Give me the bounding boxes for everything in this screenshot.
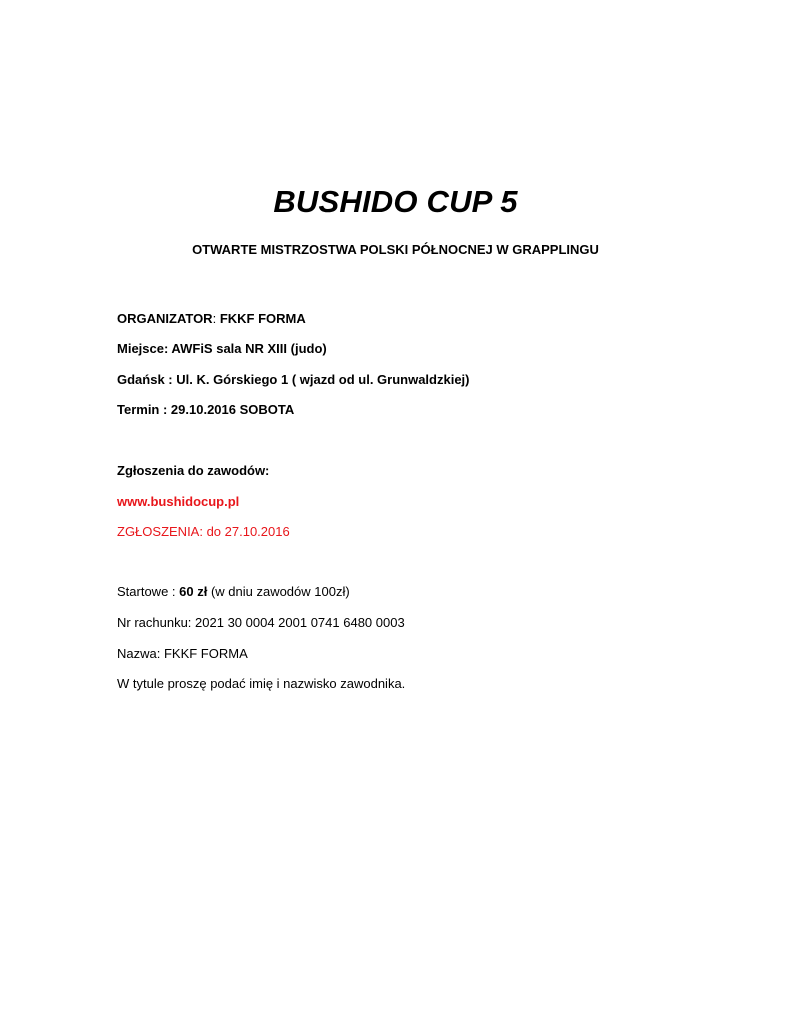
website-link[interactable]: www.bushidocup.pl xyxy=(117,494,240,509)
registration-deadline: ZGŁOSZENIA: do 27.10.2016 xyxy=(117,524,290,539)
address-line: Gdańsk : Ul. K. Górskiego 1 ( wjazd od ul. Grunwaldzkiej) xyxy=(117,372,470,387)
account-number-line: Nr rachunku: 2021 30 0004 2001 0741 6480 0003 xyxy=(117,615,405,630)
transfer-note-line: W tytule proszę podać imię i nazwisko zawodnika. xyxy=(117,676,406,691)
account-name-line: Nazwa: FKKF FORMA xyxy=(117,646,248,661)
venue-line: Miejsce: AWFiS sala NR XIII (judo) xyxy=(117,341,327,356)
fee-suffix: (w dniu zawodów 100zł) xyxy=(207,584,350,599)
document-title: BUSHIDO CUP 5 xyxy=(273,184,518,219)
fee-prefix: Startowe : xyxy=(117,584,180,599)
fee-line xyxy=(117,584,350,599)
document-subtitle: OTWARTE MISTRZOSTWA POLSKI PÓŁNOCNEJ W GRAPPLINGU xyxy=(192,242,599,257)
organizer-value: FKKF FORMA xyxy=(219,311,306,326)
organizer-line xyxy=(117,311,306,326)
organizer-separator: : xyxy=(212,311,220,326)
organizer-label: ORGANIZATOR xyxy=(117,311,213,326)
fee-amount: 60 zł xyxy=(179,584,208,599)
date-line: Termin : 29.10.2016 SOBOTA xyxy=(117,402,295,417)
registration-heading: Zgłoszenia do zawodów: xyxy=(117,463,270,478)
